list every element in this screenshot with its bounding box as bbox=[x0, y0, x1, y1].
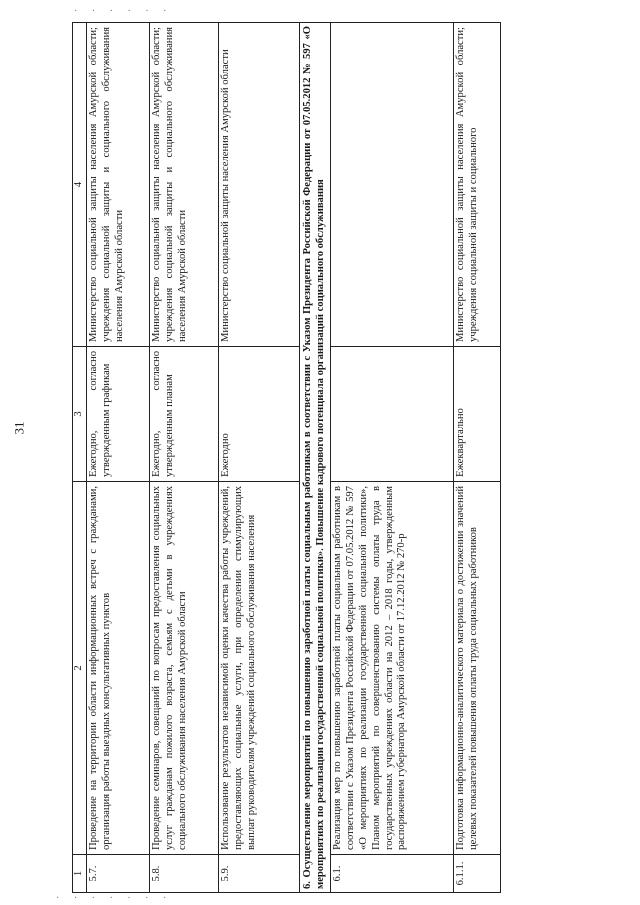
table-row bbox=[219, 23, 300, 893]
row-period: Ежегодно, согласно утвержденным планам bbox=[150, 347, 219, 482]
scan-dots-top: · · · · · · bbox=[74, 6, 173, 17]
table-header-row bbox=[73, 23, 87, 893]
row-executor bbox=[330, 23, 453, 347]
row-action: Подготовка информационно-аналитического материала о достижении значений целевых показателей повышения оплаты труда социальных работников bbox=[453, 482, 500, 855]
row-number: 6.1. bbox=[330, 855, 453, 893]
row-period bbox=[330, 347, 453, 482]
row-period: Ежеквартально bbox=[453, 347, 500, 482]
scan-dots-bottom: · · · · · · · bbox=[56, 893, 173, 904]
row-period: Ежегодно bbox=[219, 347, 300, 482]
row-action: Проведение семинаров, совещаний по вопросам предоставления социальных услуг гражданам пожилого возраста, семьям с детьми в учреждениях социального обслуживания населения Амурской области bbox=[150, 482, 219, 855]
column-number-1: 1 bbox=[73, 855, 87, 893]
row-executor: Министерство социальной защиты населения Амурской области; учреждения социальной защиты и социального обслуживания населения Амурской области bbox=[87, 23, 150, 347]
row-executor: Министерство социальной защиты населения Амурской области; учреждения социальной защиты и социального обслуживания населения Амурской области bbox=[150, 23, 219, 347]
row-number: 5.7. bbox=[87, 855, 150, 893]
row-action: Использование результатов независимой оценки качества работы учреждений, предоставляющих социальные услуги, при определении стимулирующих выплат руководителям учреждений социального обслуживания населения bbox=[219, 482, 300, 855]
row-action: Проведение на территории области информационных встреч с гражданами, организация работы выездных консультативных пунктов bbox=[87, 482, 150, 855]
column-number-3: 3 bbox=[73, 347, 87, 482]
table-row bbox=[330, 23, 453, 893]
section-heading-row bbox=[300, 23, 331, 893]
row-number: 6.1.1. bbox=[453, 855, 500, 893]
rotated-page-content bbox=[72, 23, 595, 893]
row-executor: Министерство социальной защиты населения Амурской области; учреждения социальной защиты и социального bbox=[453, 23, 500, 347]
row-number: 5.9. bbox=[219, 855, 300, 893]
table-row bbox=[150, 23, 219, 893]
row-number: 5.8. bbox=[150, 855, 219, 893]
section-6-heading: 6. Осуществление мероприятий по повышению заработной платы социальным работникам в соответствии с Указом Президента Российской Федерации от 07.05.2012 № 597 «О мероприятиях по реализации государственной социальной политики». Повышение кадрового потенциала организаций социального обслуживания bbox=[300, 23, 331, 893]
table-row bbox=[453, 23, 500, 893]
column-number-2: 2 bbox=[73, 482, 87, 855]
table-row bbox=[87, 23, 150, 893]
plan-table bbox=[72, 22, 501, 893]
row-period: Ежегодно, согласно утвержденным графикам bbox=[87, 347, 150, 482]
page-number: 31 bbox=[11, 421, 27, 435]
row-action: Реализация мер по повышению заработной платы социальным работникам в соответствии с Указом Президента Российской Федерации от 07.05.2012 № 597 «О мероприятиях по реализации государственной социальной политики», Планом мероприятий по совершенствованию системы оплаты труда в государственных учреждениях области на 2012 – 2018 годы, утвержденным распоряжением губернатора Амурской области от 17.12.2012 № 270-р bbox=[330, 482, 453, 855]
column-number-4: 4 bbox=[73, 23, 87, 347]
row-executor: Министерство социальной защиты населения Амурской области bbox=[219, 23, 300, 347]
